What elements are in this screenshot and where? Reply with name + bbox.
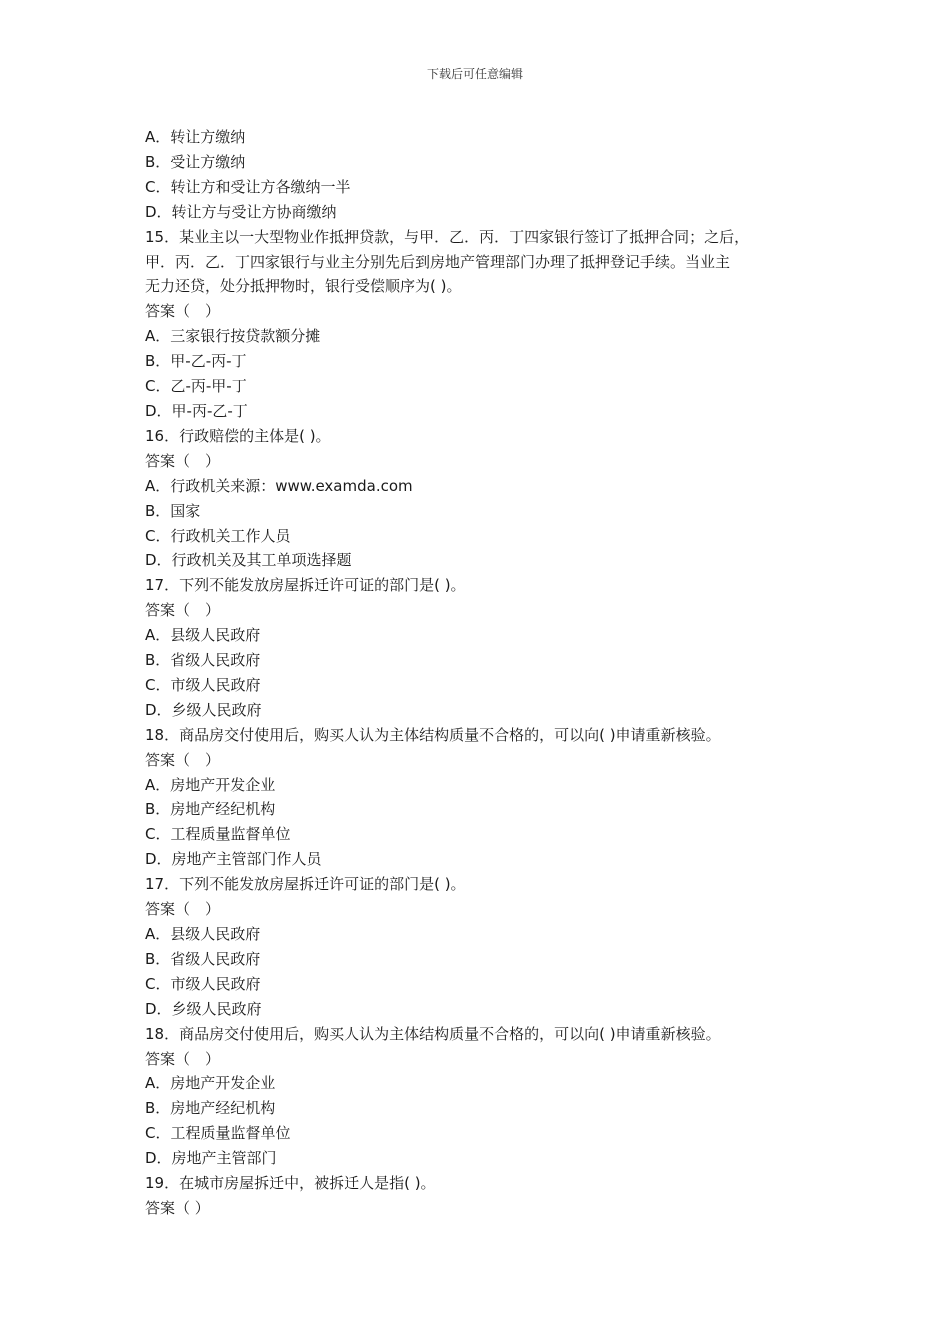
text-line: 答案（ ） xyxy=(145,302,221,321)
text-line: 答案（ ） xyxy=(145,750,221,769)
text-line: B．受让方缴纳 xyxy=(145,152,246,171)
text-line: 15．某业主以一大型物业作抵押贷款，与甲．乙．丙．丁四家银行签订了抵押合同；之后， xyxy=(145,227,750,246)
text-line: B．国家 xyxy=(145,501,201,520)
text-line: C．市级人民政府 xyxy=(145,675,261,694)
text-line: C．工程质量监督单位 xyxy=(145,825,291,844)
text-line: D．乡级人民政府 xyxy=(145,999,262,1018)
text-line: C．工程质量监督单位 xyxy=(145,1124,291,1143)
text-line: D．房地产主管部门作人员 xyxy=(145,850,322,869)
document-body xyxy=(145,125,825,1221)
text-line: 17．下列不能发放房屋拆迁许可证的部门是( )。 xyxy=(145,875,466,894)
text-line: 19．在城市房屋拆迁中，被拆迁人是指( )。 xyxy=(145,1174,436,1193)
text-line: D．乡级人民政府 xyxy=(145,700,262,719)
text-line: B．甲-乙-丙-丁 xyxy=(145,352,247,371)
text-line: 18．商品房交付使用后，购买人认为主体结构质量不合格的，可以向( )申请重新核验。 xyxy=(145,725,721,744)
text-line: C．转让方和受让方各缴纳一半 xyxy=(145,177,351,196)
text-line: A．房地产开发企业 xyxy=(145,775,276,794)
text-line: A．县级人民政府 xyxy=(145,925,261,943)
text-line: 17．下列不能发放房屋拆迁许可证的部门是( )。 xyxy=(145,576,466,595)
text-line: 答案（ ） xyxy=(145,451,221,470)
text-line: 答案（ ） xyxy=(145,900,221,919)
text-line: C．行政机关工作人员 xyxy=(145,526,291,545)
text-line: C．乙-丙-甲-丁 xyxy=(145,377,247,396)
text-line: A．房地产开发企业 xyxy=(145,1074,276,1093)
text-line: 16．行政赔偿的主体是( )。 xyxy=(145,426,331,445)
text-line: 甲．丙．乙．丁四家银行与业主分别先后到房地产管理部门办理了抵押登记手续。当业主 xyxy=(145,252,731,271)
text-line: 答案（ ） xyxy=(145,601,221,620)
text-line: D．行政机关及其工单项选择题 xyxy=(145,551,352,570)
text-line: C．市级人民政府 xyxy=(145,974,261,993)
text-line: 答案（ ） xyxy=(145,1049,221,1068)
page-header: 下载后可任意编辑 xyxy=(426,67,523,81)
text-line: A．行政机关来源：www.examda.com xyxy=(145,476,413,495)
text-line: B．房地产经纪机构 xyxy=(145,1099,276,1118)
text-line: B．房地产经纪机构 xyxy=(145,800,276,819)
text-line: D．甲-丙-乙-丁 xyxy=(145,401,248,420)
text-line: D．房地产主管部门 xyxy=(145,1149,277,1168)
text-line: A．县级人民政府 xyxy=(145,626,261,645)
text-line: A．三家银行按贷款额分摊 xyxy=(145,327,321,346)
text-line: 18．商品房交付使用后，购买人认为主体结构质量不合格的，可以向( )申请重新核验。 xyxy=(145,1024,721,1043)
text-line: B．省级人民政府 xyxy=(145,949,261,968)
text-line: 无力还贷，处分抵押物时，银行受偿顺序为( )。 xyxy=(145,277,462,296)
text-line: D．转让方与受让方协商缴纳 xyxy=(145,202,337,221)
text-line: B．省级人民政府 xyxy=(145,651,261,670)
text-line: A．转让方缴纳 xyxy=(145,128,246,146)
text-line: 答案（ ） xyxy=(145,1198,210,1217)
